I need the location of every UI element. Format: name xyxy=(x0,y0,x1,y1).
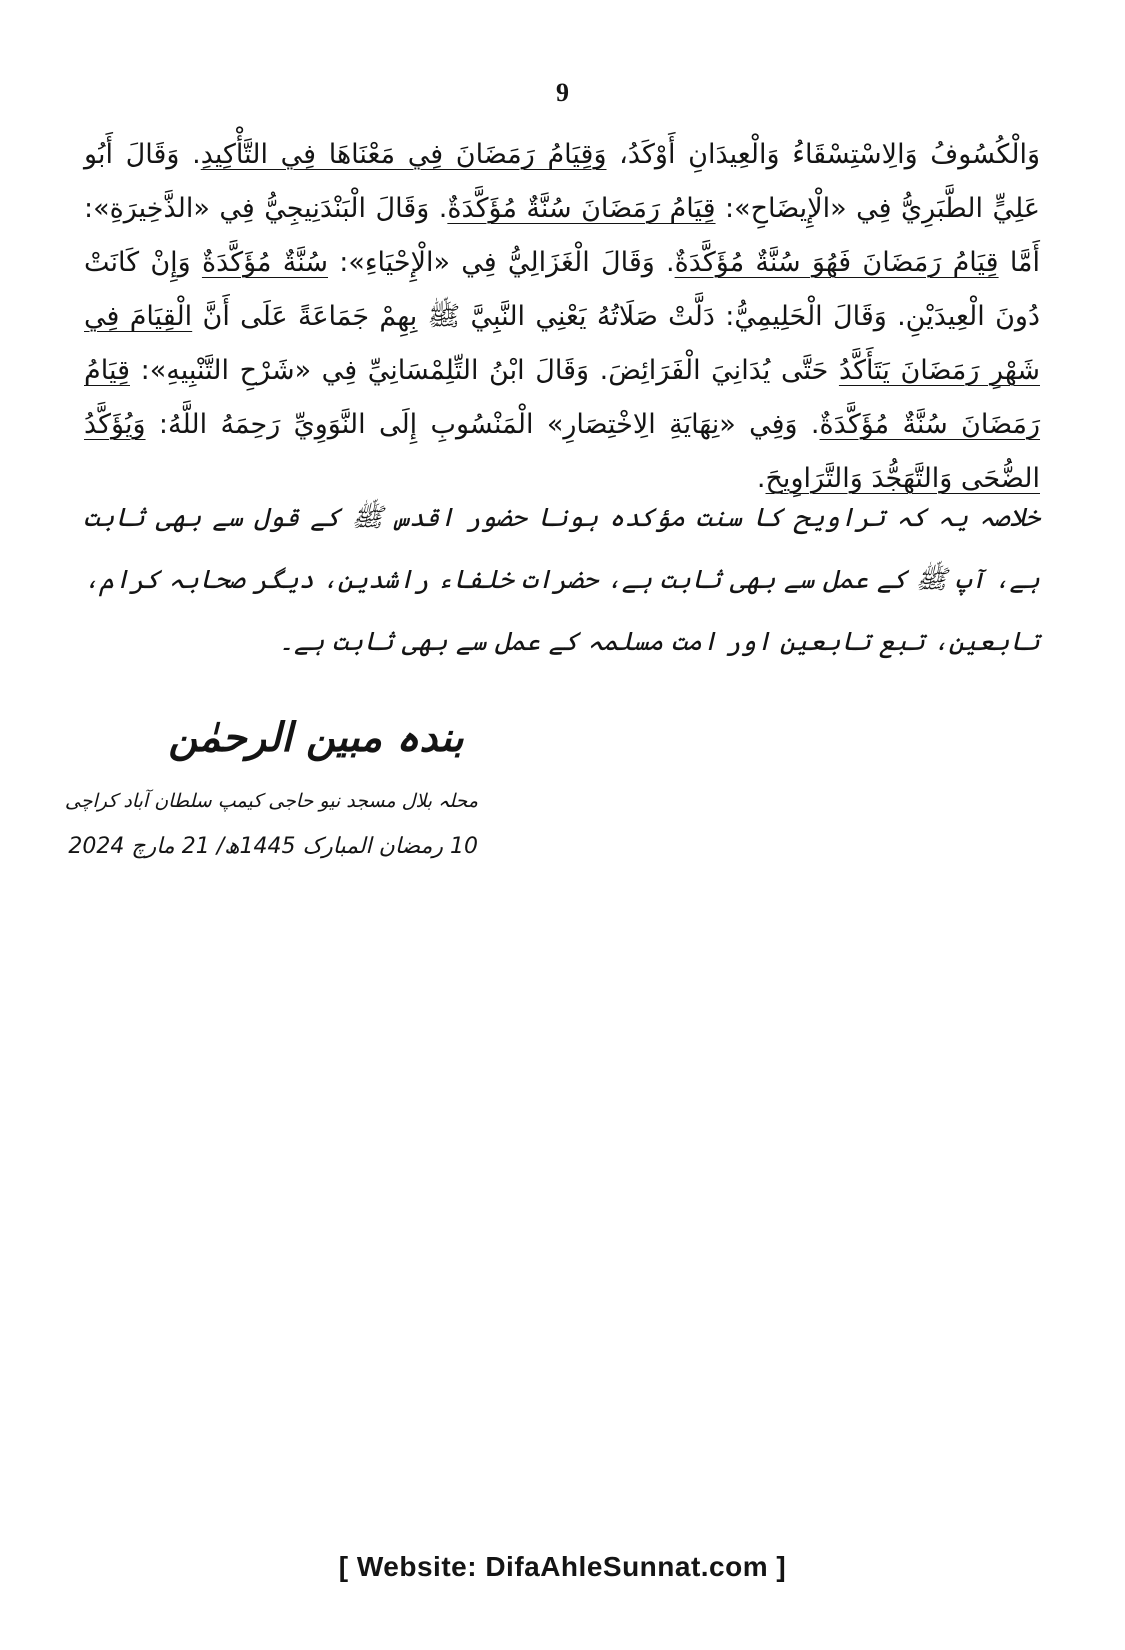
arabic-text: وَالْكُسُوفُ وَالِاسْتِسْقَاءُ وَالْعِيدَانِ أَوْكَدُ، xyxy=(606,139,1040,170)
arabic-text: . وَقَالَ أَبُو عَلِيٍّ الطَّبَرِيُّ فِي «الْإِيضَاحِ»: xyxy=(84,139,1041,224)
underlined-phrase: وَيُؤَكَّدُ الضُّحَى وَالتَّهَجُّدَ وَالتَّرَاوِيحَ xyxy=(84,409,1040,494)
arabic-text: . وَفِي «نِهَايَةِ الِاخْتِصَارِ» الْمَنْسُوبِ إِلَى النَّوَوِيِّ رَحِمَهُ اللَّهُ: xyxy=(145,409,820,440)
arabic-text: . xyxy=(756,463,766,494)
underlined-phrase: قِيَامُ رَمَضَانَ سُنَّةٌ مُؤَكَّدَةٌ xyxy=(447,193,716,224)
arabic-text: . وَقَالَ الْغَزَالِيُّ فِي «الْإِحْيَاءِ»: xyxy=(328,247,675,278)
arabic-text: وَإِنْ كَانَتْ دُونَ الْعِيدَيْنِ. وَقَالَ الْحَلِيمِيُّ: دَلَّتْ صَلَاتُهُ يَعْنِي النَّبِيَّ ﷺ بِهِمْ جَمَاعَةً عَلَى أَنَّ xyxy=(84,247,1040,332)
underlined-phrase: وَقِيَامُ رَمَضَانَ فِي مَعْنَاهَا فِي التَّأْكِيدِ xyxy=(200,139,607,170)
author-address: محلہ بلال مسجد نیو حاجی کیمپ سلطان آباد کراچی xyxy=(64,790,478,812)
website-footer: [ Website: DifaAhleSunnat.com ] xyxy=(338,1551,787,1582)
page-number: 9 xyxy=(556,78,569,107)
urdu-summary-paragraph: خلاصہ یہ کہ تراویح کا سنت مؤکدہ ہونا حضور اقدس ﷺ کے قول سے بھی ثابت ہے، آپ ﷺ کے عمل سے بھی ثابت ہے، حضرات خلفاء راشدین، دیگر صحابہ کرام، تابعین، تبع تابعین اور امت مسلمہ کے عمل سے بھی ثابت ہے۔ xyxy=(84,503,1040,657)
author-signature: بندہ مبین الرحمٰن xyxy=(168,713,464,761)
underlined-phrase: سُنَّةٌ مُؤَكَّدَةٌ xyxy=(201,247,328,278)
arabic-text: حَتَّى يُدَانِيَ الْفَرَائِضَ. وَقَالَ ابْنُ التِّلِمْسَانِيِّ فِي «شَرْحِ التَّنْبِيهِ»: xyxy=(130,355,839,386)
underlined-phrase: قِيَامُ رَمَضَانَ سُنَّةٌ مُؤَكَّدَةٌ xyxy=(84,355,1041,440)
arabic-quotation xyxy=(84,128,1040,506)
underlined-phrase: الْقِيَامَ فِي شَهْرِ رَمَضَانَ يَتَأَكَّدُ xyxy=(84,301,1040,386)
underlined-phrase: قِيَامُ رَمَضَانَ فَهُوَ سُنَّةٌ مُؤَكَّدَةٌ xyxy=(674,247,999,278)
arabic-text: . وَقَالَ الْبَنْدَنِيجِيُّ فِي «الذَّخِيرَةِ»: أَمَّا xyxy=(84,193,1041,278)
signature-date: 10 رمضان المبارک 1445ھ/ 21 مارچ 2024 xyxy=(68,834,478,859)
